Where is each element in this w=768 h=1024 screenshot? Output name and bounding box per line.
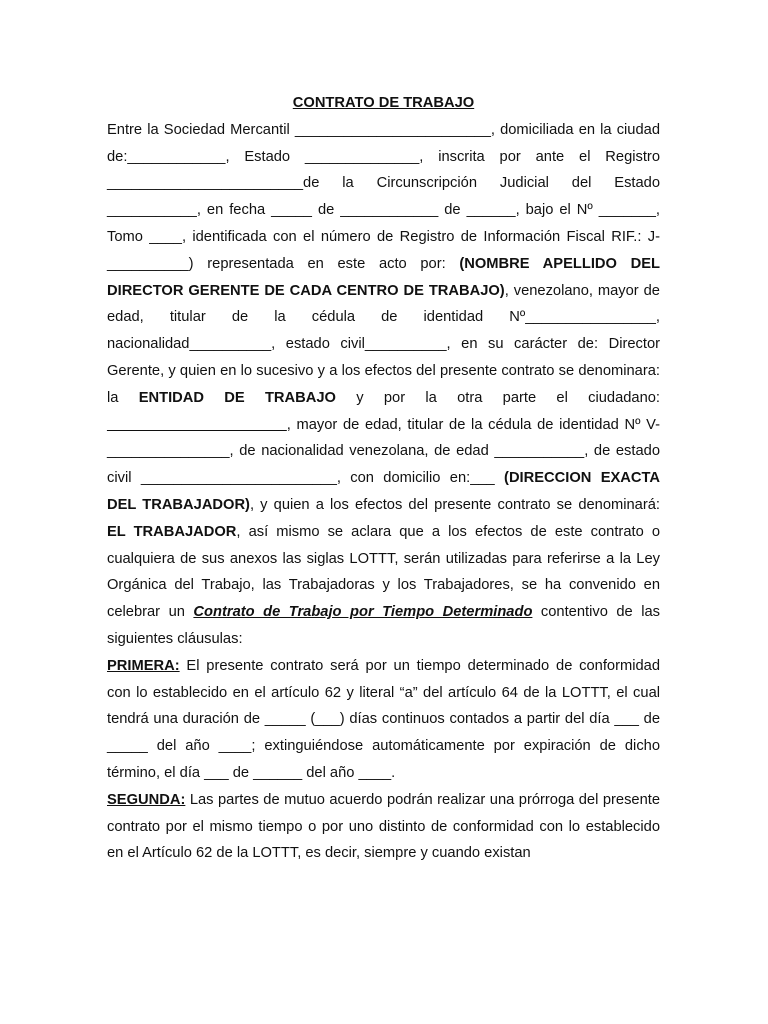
intro-text-1: Entre la Sociedad Mercantil ________________________, domiciliada en la ciudad de:____________, Estado ______________, inscrita por ante el Registro ________________________de la Circunscripción Judicial del Estado ___________, en fecha _____ de ____________ de ______, bajo el Nº _______, Tomo ____, identificada con el número de Registro de Información Fiscal RIF.: J-__________) representada en este acto por: [107,121,660,272]
intro-text-4: , mayor de edad, titular de la cédula de identidad Nº V-_______________, de nacionalidad venezolana, de edad ___________, de estado civil ________________________, con domicilio en:___ [107,416,660,487]
clause-primera [107,653,660,787]
intro-text-7: contentivo de las siguientes cláusulas: [107,604,660,647]
intro-text-6: , así mismo se aclara que a los efectos de este contrato o cualquiera de sus anexos las siglas LOTTT, serán utilizadas para referirse a la Ley Orgánica del Trabajo, las Trabajadoras y los Trabajadores, se ha convenido en celebrar un [107,523,660,621]
worker-name-blank: ______________________ [107,416,287,433]
director-placeholder: (NOMBRE APELLIDO DEL DIRECTOR GERENTE DE CADA CENTRO DE TRABAJO) [107,255,660,299]
contract-type-term: Contrato de Trabajo por Tiempo Determinado [193,604,533,621]
intro-text-3: y por la otra parte el ciudadano: [335,389,660,406]
clause-primera-label: PRIMERA: [107,657,180,674]
document-title: CONTRATO DE TRABAJO [292,95,475,111]
worker-address-placeholder: (DIRECCION EXACTA DEL TRABAJADOR) [107,470,660,513]
clause-segunda-label: SEGUNDA: [107,791,186,808]
intro-text-5: , y quien a los efectos del presente contrato se denominará: [249,496,660,513]
el-trabajador-term: EL TRABAJADOR [107,523,237,540]
entidad-de-trabajo-term: ENTIDAD DE TRABAJO [138,389,336,406]
clause-segunda [107,787,660,867]
clause-primera-text: El presente contrato será por un tiempo determinado de conformidad con lo establecido en el artículo 62 y literal “a” del artículo 64 de la LOTTT, el cual tendrá una duración de _____ (___) días continuos contados a partir del día ___ de _____ del año ____; extinguiéndose automáticamente por expiración de dicho término, el día ___ de ______ del año ____. [107,657,660,781]
intro-text-2: , venezolano, mayor de edad, titular de la cédula de identidad Nº________________, nacionalidad__________, estado civil__________, en su carácter de: Director Gerente, y quien en lo sucesivo y a los efectos del presente contrato se denominara: la [107,282,660,406]
clause-segunda-text: Las partes de mutuo acuerdo podrán realizar una prórroga del presente contrato por el mismo tiempo o por uno distinto de conformidad con lo establecido en el Artículo 62 de la LOTTT, es decir, siempre y cuando existan [107,791,660,862]
intro-paragraph [107,117,660,653]
document-page [107,90,660,867]
